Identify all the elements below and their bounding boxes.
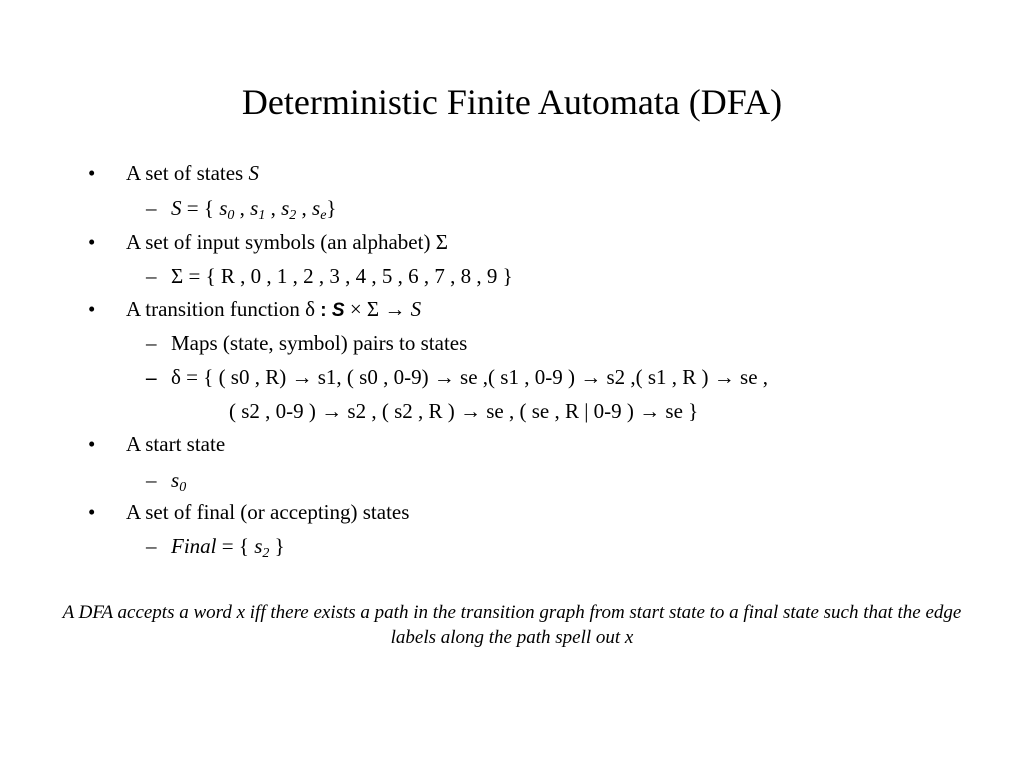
transition-def-line2: ( s2 , 0-9 ) → s2 , ( s2 , R ) → se , ( se , R | 0-9 ) → se }: [229, 399, 699, 423]
bullet-text: A transition function δ : S × Σ → S: [126, 297, 422, 321]
sub-text: S = { $s_0$ , $s_1$ , $s_2$ , $s_e$}: [171, 196, 337, 223]
sub-text: Σ = { R , 0 , 1 , 2 , 3 , 4 , 5 , 6 , 7 , 8 , 9 }: [171, 264, 513, 288]
transition-def-line1: δ = { ( s0 , R) → s1, ( s0 , 0-9) → se ,( s1 , 0-9 ) → s2 ,( s1 , R ) → se ,: [171, 365, 769, 389]
dash-glyph: –: [146, 534, 157, 558]
dash-glyph: –: [146, 365, 157, 389]
sub-text: Maps (state, symbol) pairs to states: [171, 331, 468, 355]
bullet-text: A set of states S: [126, 161, 259, 185]
bullet-glyph: •: [88, 297, 96, 321]
dash-glyph: –: [146, 196, 157, 220]
sub-text: Final = { $s_2$ }: [171, 534, 285, 561]
dash-glyph: –: [146, 264, 157, 288]
bullet-glyph: •: [88, 161, 96, 185]
dash-glyph: –: [146, 468, 157, 492]
bullet-text: A start state: [126, 432, 226, 456]
bullet-text: A set of input symbols (an alphabet) Σ: [126, 230, 448, 254]
bullet-glyph: •: [88, 432, 96, 456]
sub-text: $s_0$: [171, 468, 187, 495]
bullet-text: A set of final (or accepting) states: [126, 500, 410, 524]
footnote: A DFA accepts a word x iff there exists a path in the transition graph from start state to a final state such that the edge labels along the path spell out x: [62, 602, 962, 648]
dash-glyph: –: [146, 331, 157, 355]
bullet-glyph: •: [88, 500, 96, 524]
slide-title: Deterministic Finite Automata (DFA): [241, 82, 783, 122]
bullet-glyph: •: [88, 230, 96, 254]
